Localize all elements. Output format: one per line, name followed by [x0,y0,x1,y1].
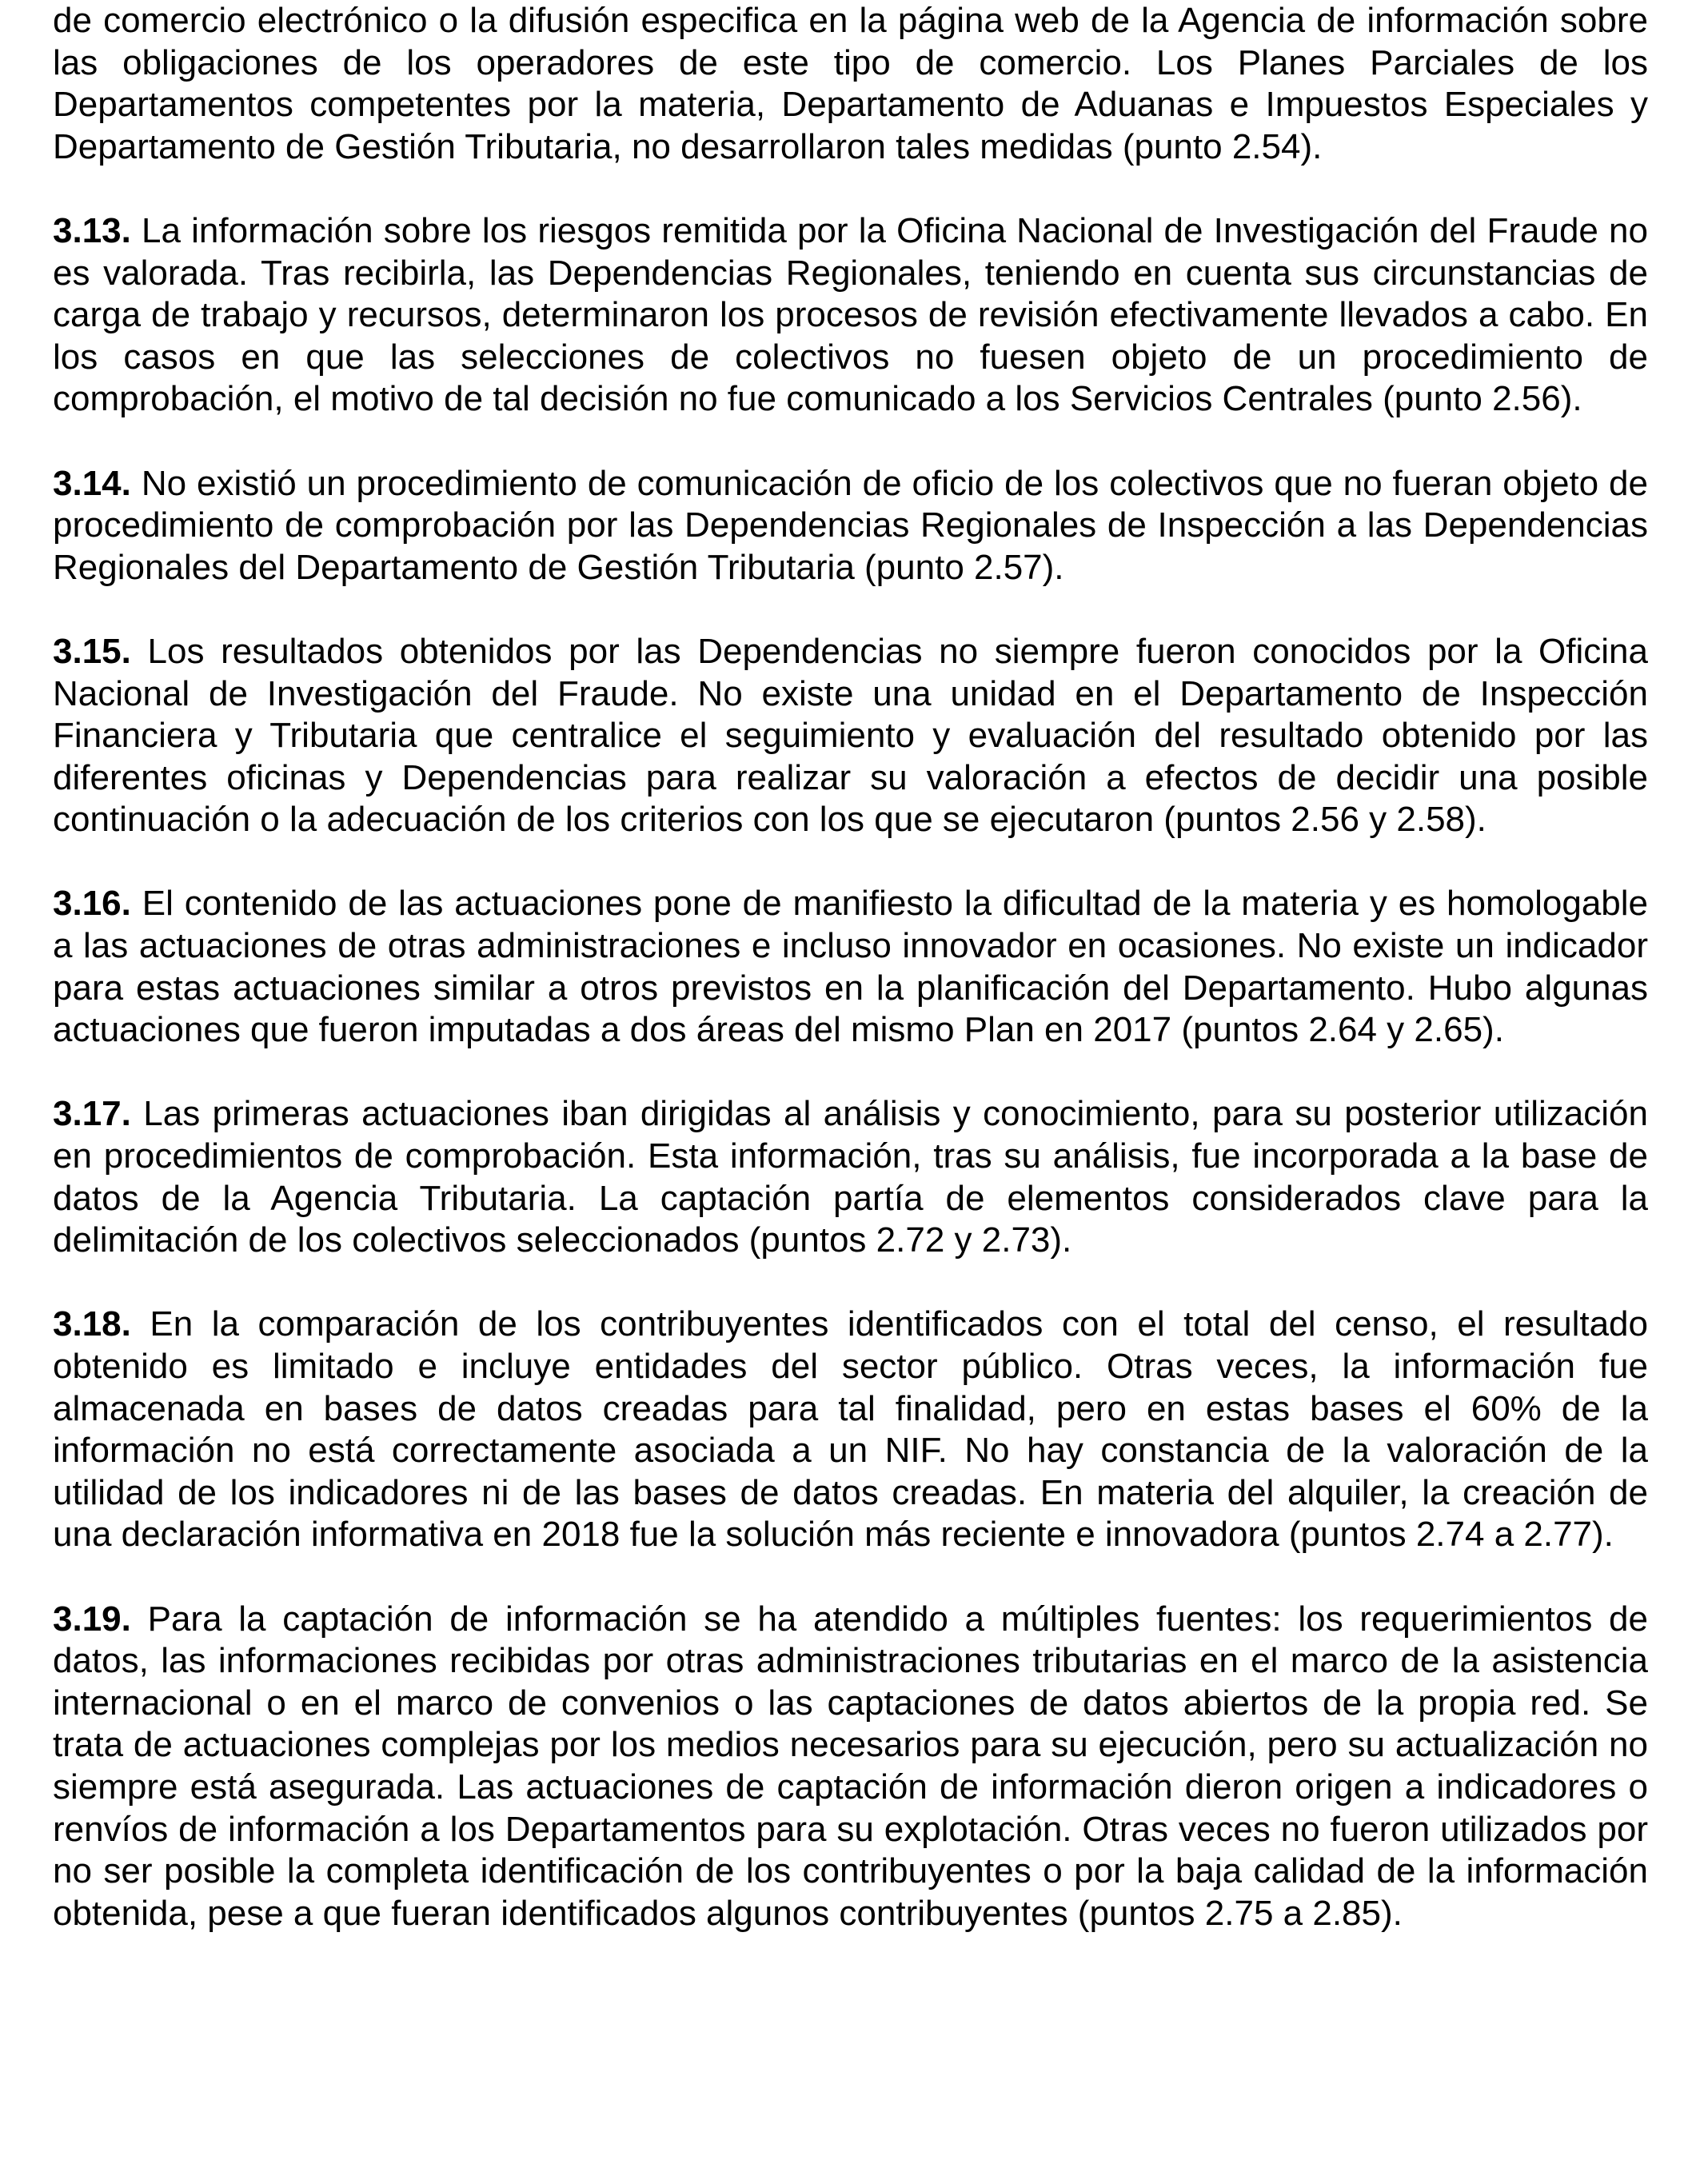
paragraph-number: 3.14. [53,463,131,503]
paragraph-3-16 [53,883,1648,1051]
paragraph-text: En la comparación de los contribuyentes identificados con el total del censo, el resultado obtenido es limitado e incluye entidades del sector público. Otras veces, la información fue almacenada en bases de datos creadas para tal finalidad, pero en estas bases el 60% de la información no está correctamente asociada a un NIF. No hay constancia de la valoración de la utilidad de los indicadores ni de las bases de datos creadas. En materia del alquiler, la creación de una declaración informativa en 2018 fue la solución más reciente e innovadora (puntos 2.74 a 2.77). [53,1304,1648,1555]
paragraph-number: 3.18. [53,1304,131,1344]
paragraph-3-18 [53,1304,1648,1556]
paragraph-3-15 [53,631,1648,841]
paragraph-number: 3.19. [53,1599,131,1639]
paragraph-3-19 [53,1599,1648,1935]
paragraph-text: Las primeras actuaciones iban dirigidas al análisis y conocimiento, para su posterior utilización en procedimientos de comprobación. Esta información, tras su análisis, fue incorporada a la base de datos de la Agencia Tributaria. La captación partía de elementos considerados clave para la delimitación de los colectivos seleccionados (puntos 2.72 y 2.73). [53,1094,1648,1260]
paragraph-text: El contenido de las actuaciones pone de manifiesto la dificultad de la materia y es homologable a las actuaciones de otras administraciones e incluso innovador en ocasiones. No existe un indicador para estas actuaciones similar a otros previstos en la planificación del Departamento. Hubo algunas actuaciones que fueron imputadas a dos áreas del mismo Plan en 2017 (puntos 2.64 y 2.65). [53,884,1649,1050]
paragraph-text: No existió un procedimiento de comunicación de oficio de los colectivos que no fueran objeto de procedimiento de comprobación por las Dependencias Regionales de Inspección a las Dependencias Regionales del Departamento de Gestión Tributaria (punto 2.57). [53,463,1648,587]
paragraph-3-14 [53,463,1648,589]
paragraph-number: 3.16. [53,884,131,924]
paragraph-number: 3.13. [53,210,131,250]
paragraph-text: La información sobre los riesgos remitida por la Oficina Nacional de Investigación del Fraude no es valorada. Tras recibirla, las Dependencias Regionales, teniendo en cuenta sus circunstancias de carga de trabajo y recursos, determinaron los procesos de revisión efectivamente llevados a cabo. En los casos en que las selecciones de colectivos no fuesen objeto de un procedimiento de comprobación, el motivo de tal decisión no fue comunicado a los Servicios Centrales (punto 2.56). [53,210,1648,419]
paragraph-3-13 [53,210,1648,421]
paragraph-text: Los resultados obtenidos por las Dependencias no siempre fueron conocidos por la Oficina Nacional de Investigación del Fraude. No existe una unidad en el Departamento de Inspección Financiera y Tributaria que centralice el seguimiento y evaluación del resultado obtenido por las diferentes oficinas y Dependencias para realizar su valoración a efectos de decidir una posible continuación o la adecuación de los criterios con los que se ejecutaron (puntos 2.56 y 2.58). [53,631,1648,840]
paragraph-number: 3.15. [53,631,131,671]
paragraph-3-17 [53,1093,1648,1261]
paragraph-text: Para la captación de información se ha atendido a múltiples fuentes: los requerimientos de datos, las informaciones recibidas por otras administraciones tributarias en el marco de la asistencia internacional o en el marco de convenios o las captaciones de datos abiertos de la propia red. Se trata de actuaciones complejas por los medios necesarios para su ejecución, pero su actualización no siempre está asegurada. Las actuaciones de captación de información dieron origen a indicadores o renvíos de información a los Departamentos para su explotación. Otras veces no fueron utilizados por no ser posible la completa identificación de los contribuyentes o por la baja calidad de la información obtenida, pese a que fueran identificados algunos contribuyentes (puntos 2.75 a 2.85). [53,1599,1648,1933]
paragraph-text: de comercio electrónico o la difusión especifica en la página web de la Agencia de información sobre las obligaciones de los operadores de este tipo de comercio. Los Planes Parciales de los Departamentos competentes por la materia, Departamento de Aduanas e Impuestos Especiales y Departamento de Gestión Tributaria, no desarrollaron tales medidas (punto 2.54). [53,1,1648,166]
paragraph-number: 3.17. [53,1094,131,1134]
paragraph-continuation [53,0,1648,168]
document-page [53,0,1648,1977]
